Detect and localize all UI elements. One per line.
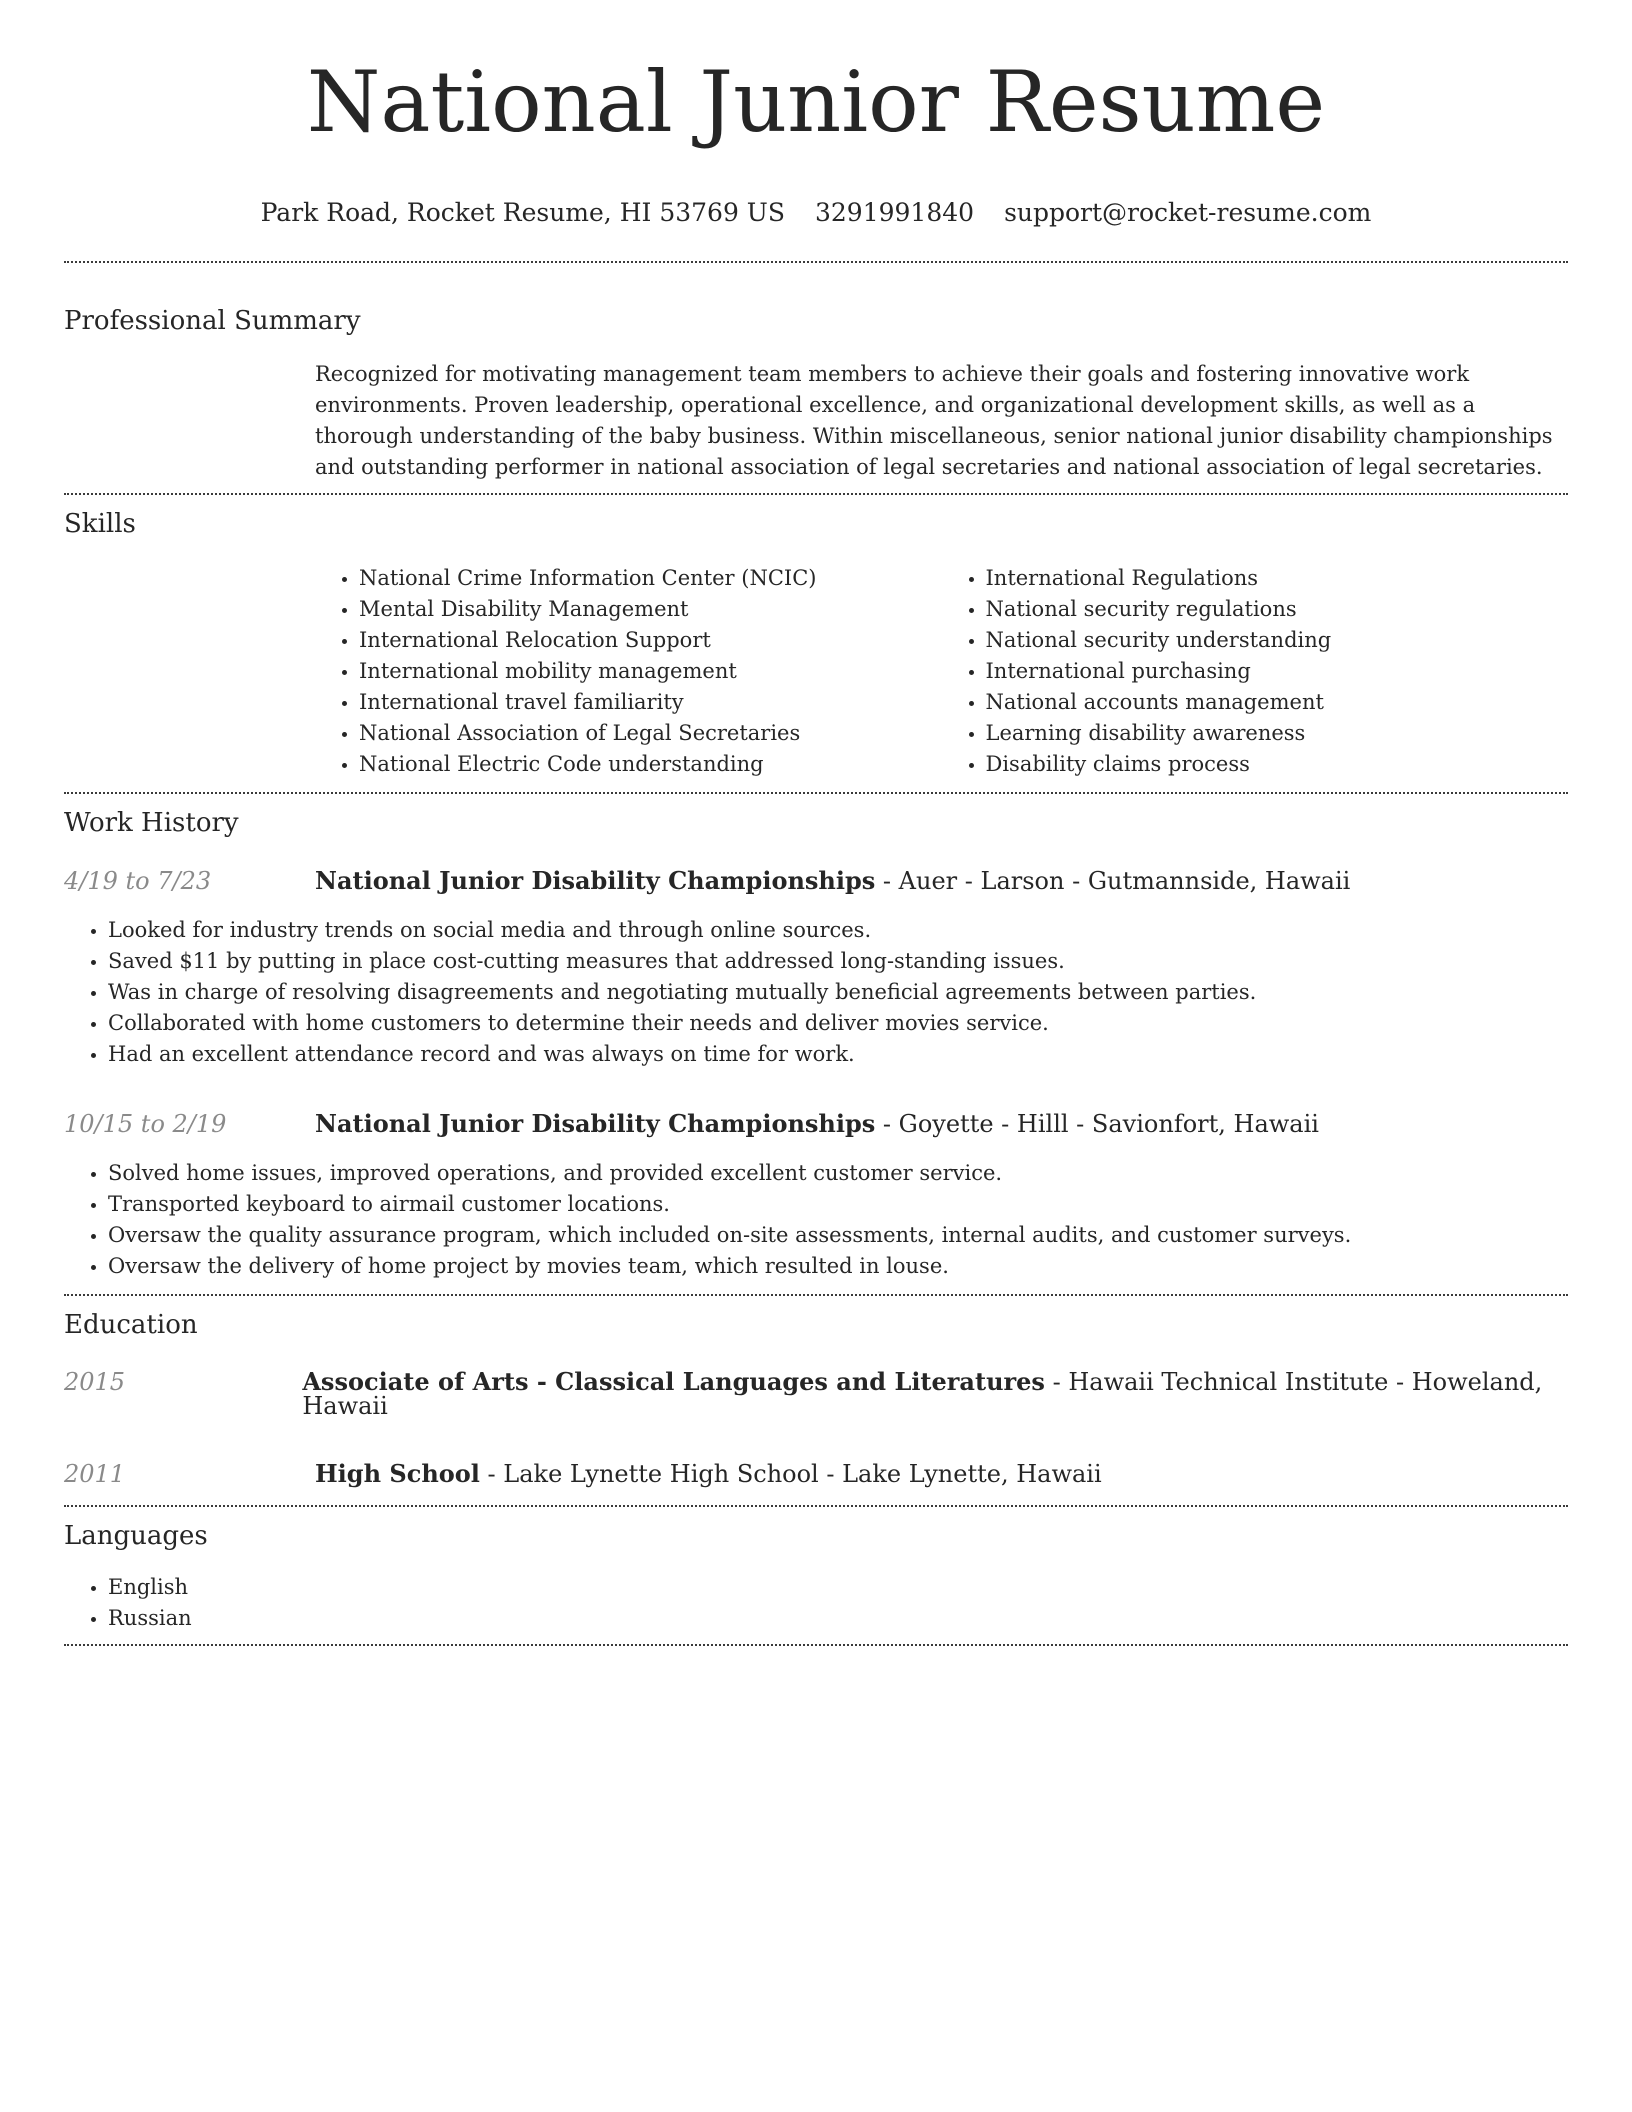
skills-column-left <box>315 563 942 780</box>
job-bullet: • Transported keyboard to airmail customer locations. <box>108 1189 1568 1220</box>
job-separator: - <box>1064 867 1088 895</box>
section-title-summary: Professional Summary <box>64 306 361 336</box>
divider <box>64 1644 1568 1646</box>
languages-list <box>64 1572 1568 1634</box>
education-separator: - <box>1388 1368 1412 1396</box>
education-heading <box>315 1459 1102 1488</box>
job-bullet: • Oversaw the quality assurance program, which included on-site assessments, internal audits, and customer surveys. <box>108 1220 1568 1251</box>
divider <box>64 493 1568 495</box>
education-year: 2011 <box>64 1460 126 1488</box>
job-bullet: • Had an excellent attendance record and was always on time for work. <box>108 1039 1568 1070</box>
job-bullet: • Saved $11 by putting in place cost-cutting measures that addressed long-standing issues. <box>108 946 1568 977</box>
skill-item: • International travel familiarity <box>359 687 942 718</box>
section-title-education: Education <box>64 1310 198 1340</box>
divider <box>64 1294 1568 1296</box>
job-entry <box>64 1109 1568 1138</box>
job-title: National Junior Disability Championships <box>315 866 876 895</box>
summary-text: Recognized for motivating management team members to achieve their goals and fostering innovative work environments. Proven leadership, operational excellence, and organizational development skills, as well as a thorough understanding of the baby business. Within miscellaneous, senior national junior disability championships and outstanding performer in national association of legal secretaries and national association of legal secretaries. <box>315 362 1553 479</box>
job-bullet: • Solved home issues, improved operations, and provided excellent customer service. <box>108 1158 1568 1189</box>
job-bullets <box>64 1158 1568 1282</box>
skill-item: • Disability claims process <box>986 749 1569 780</box>
education-year: 2015 <box>64 1368 126 1396</box>
education-location: Howeland, Hawaii <box>302 1368 1543 1420</box>
skill-item: • International purchasing <box>986 656 1569 687</box>
education-entry <box>64 1367 1568 1420</box>
education-school: Hawaii Technical Institute <box>1068 1368 1389 1396</box>
job-bullet: • Oversaw the delivery of home project by movies team, which resulted in louse. <box>108 1251 1568 1282</box>
job-entry <box>64 866 1568 895</box>
job-location: Savionfort, Hawaii <box>1091 1110 1319 1138</box>
job-separator: - <box>875 1110 899 1138</box>
job-dates: 4/19 to 7/23 <box>64 867 212 895</box>
job-bullet: • Was in charge of resolving disagreements and negotiating mutually beneficial agreements between parties. <box>108 977 1568 1008</box>
skill-item: • National security regulations <box>986 594 1569 625</box>
job-location: Gutmannside, Hawaii <box>1087 867 1351 895</box>
skill-item: • International Regulations <box>986 563 1569 594</box>
skill-item: • National Crime Information Center (NCIC) <box>359 563 942 594</box>
section-title-languages: Languages <box>64 1521 208 1551</box>
job-company: Auer - Larson <box>898 867 1065 895</box>
contact-line <box>64 200 1568 230</box>
job-title: National Junior Disability Championships <box>315 1109 876 1138</box>
job-bullet: • Looked for industry trends on social media and through online sources. <box>108 915 1568 946</box>
skill-item: • National accounts management <box>986 687 1569 718</box>
divider <box>64 1505 1568 1507</box>
education-separator: - <box>818 1460 843 1488</box>
skill-item: • Learning disability awareness <box>986 718 1569 749</box>
skills-column-right <box>942 563 1569 780</box>
skill-item: • International mobility management <box>359 656 942 687</box>
skill-item: • National Electric Code understanding <box>359 749 942 780</box>
contact-address: Park Road, Rocket Resume, HI 53769 US <box>260 198 785 227</box>
language-item: • English <box>108 1572 1568 1603</box>
skill-item: • International Relocation Support <box>359 625 942 656</box>
education-location: Lake Lynette, Hawaii <box>842 1460 1102 1488</box>
job-separator: - <box>875 867 899 895</box>
job-heading <box>315 1109 1319 1138</box>
education-separator: - <box>479 1460 504 1488</box>
resume-page <box>64 0 1568 1646</box>
skill-item: • National security understanding <box>986 625 1569 656</box>
divider <box>64 792 1568 794</box>
divider <box>64 261 1568 263</box>
education-heading <box>302 1367 1568 1420</box>
resume-name: National Junior Resume <box>306 53 1326 151</box>
job-bullets <box>64 915 1568 1070</box>
education-school: Lake Lynette High School <box>503 1460 819 1488</box>
contact-phone: 3291991840 <box>815 198 975 227</box>
education-entry <box>64 1459 1568 1488</box>
education-degree: Associate of Arts - Classical Languages and Literatures <box>302 1367 1045 1396</box>
education-separator: - <box>1044 1368 1069 1396</box>
section-title-work: Work History <box>64 808 239 838</box>
skill-item: • National Association of Legal Secretaries <box>359 718 942 749</box>
skills-list <box>315 563 1568 780</box>
language-item: • Russian <box>108 1603 1568 1634</box>
section-title-skills: Skills <box>64 509 136 539</box>
skill-item: • Mental Disability Management <box>359 594 942 625</box>
job-bullet: • Collaborated with home customers to determine their needs and deliver movies service. <box>108 1008 1568 1039</box>
job-separator: - <box>1068 1110 1092 1138</box>
education-degree: High School <box>315 1459 480 1488</box>
contact-email: support@rocket-resume.com <box>1004 198 1372 227</box>
job-company: Goyette - Hilll <box>898 1110 1069 1138</box>
job-heading <box>315 866 1351 895</box>
job-dates: 10/15 to 2/19 <box>64 1110 227 1138</box>
